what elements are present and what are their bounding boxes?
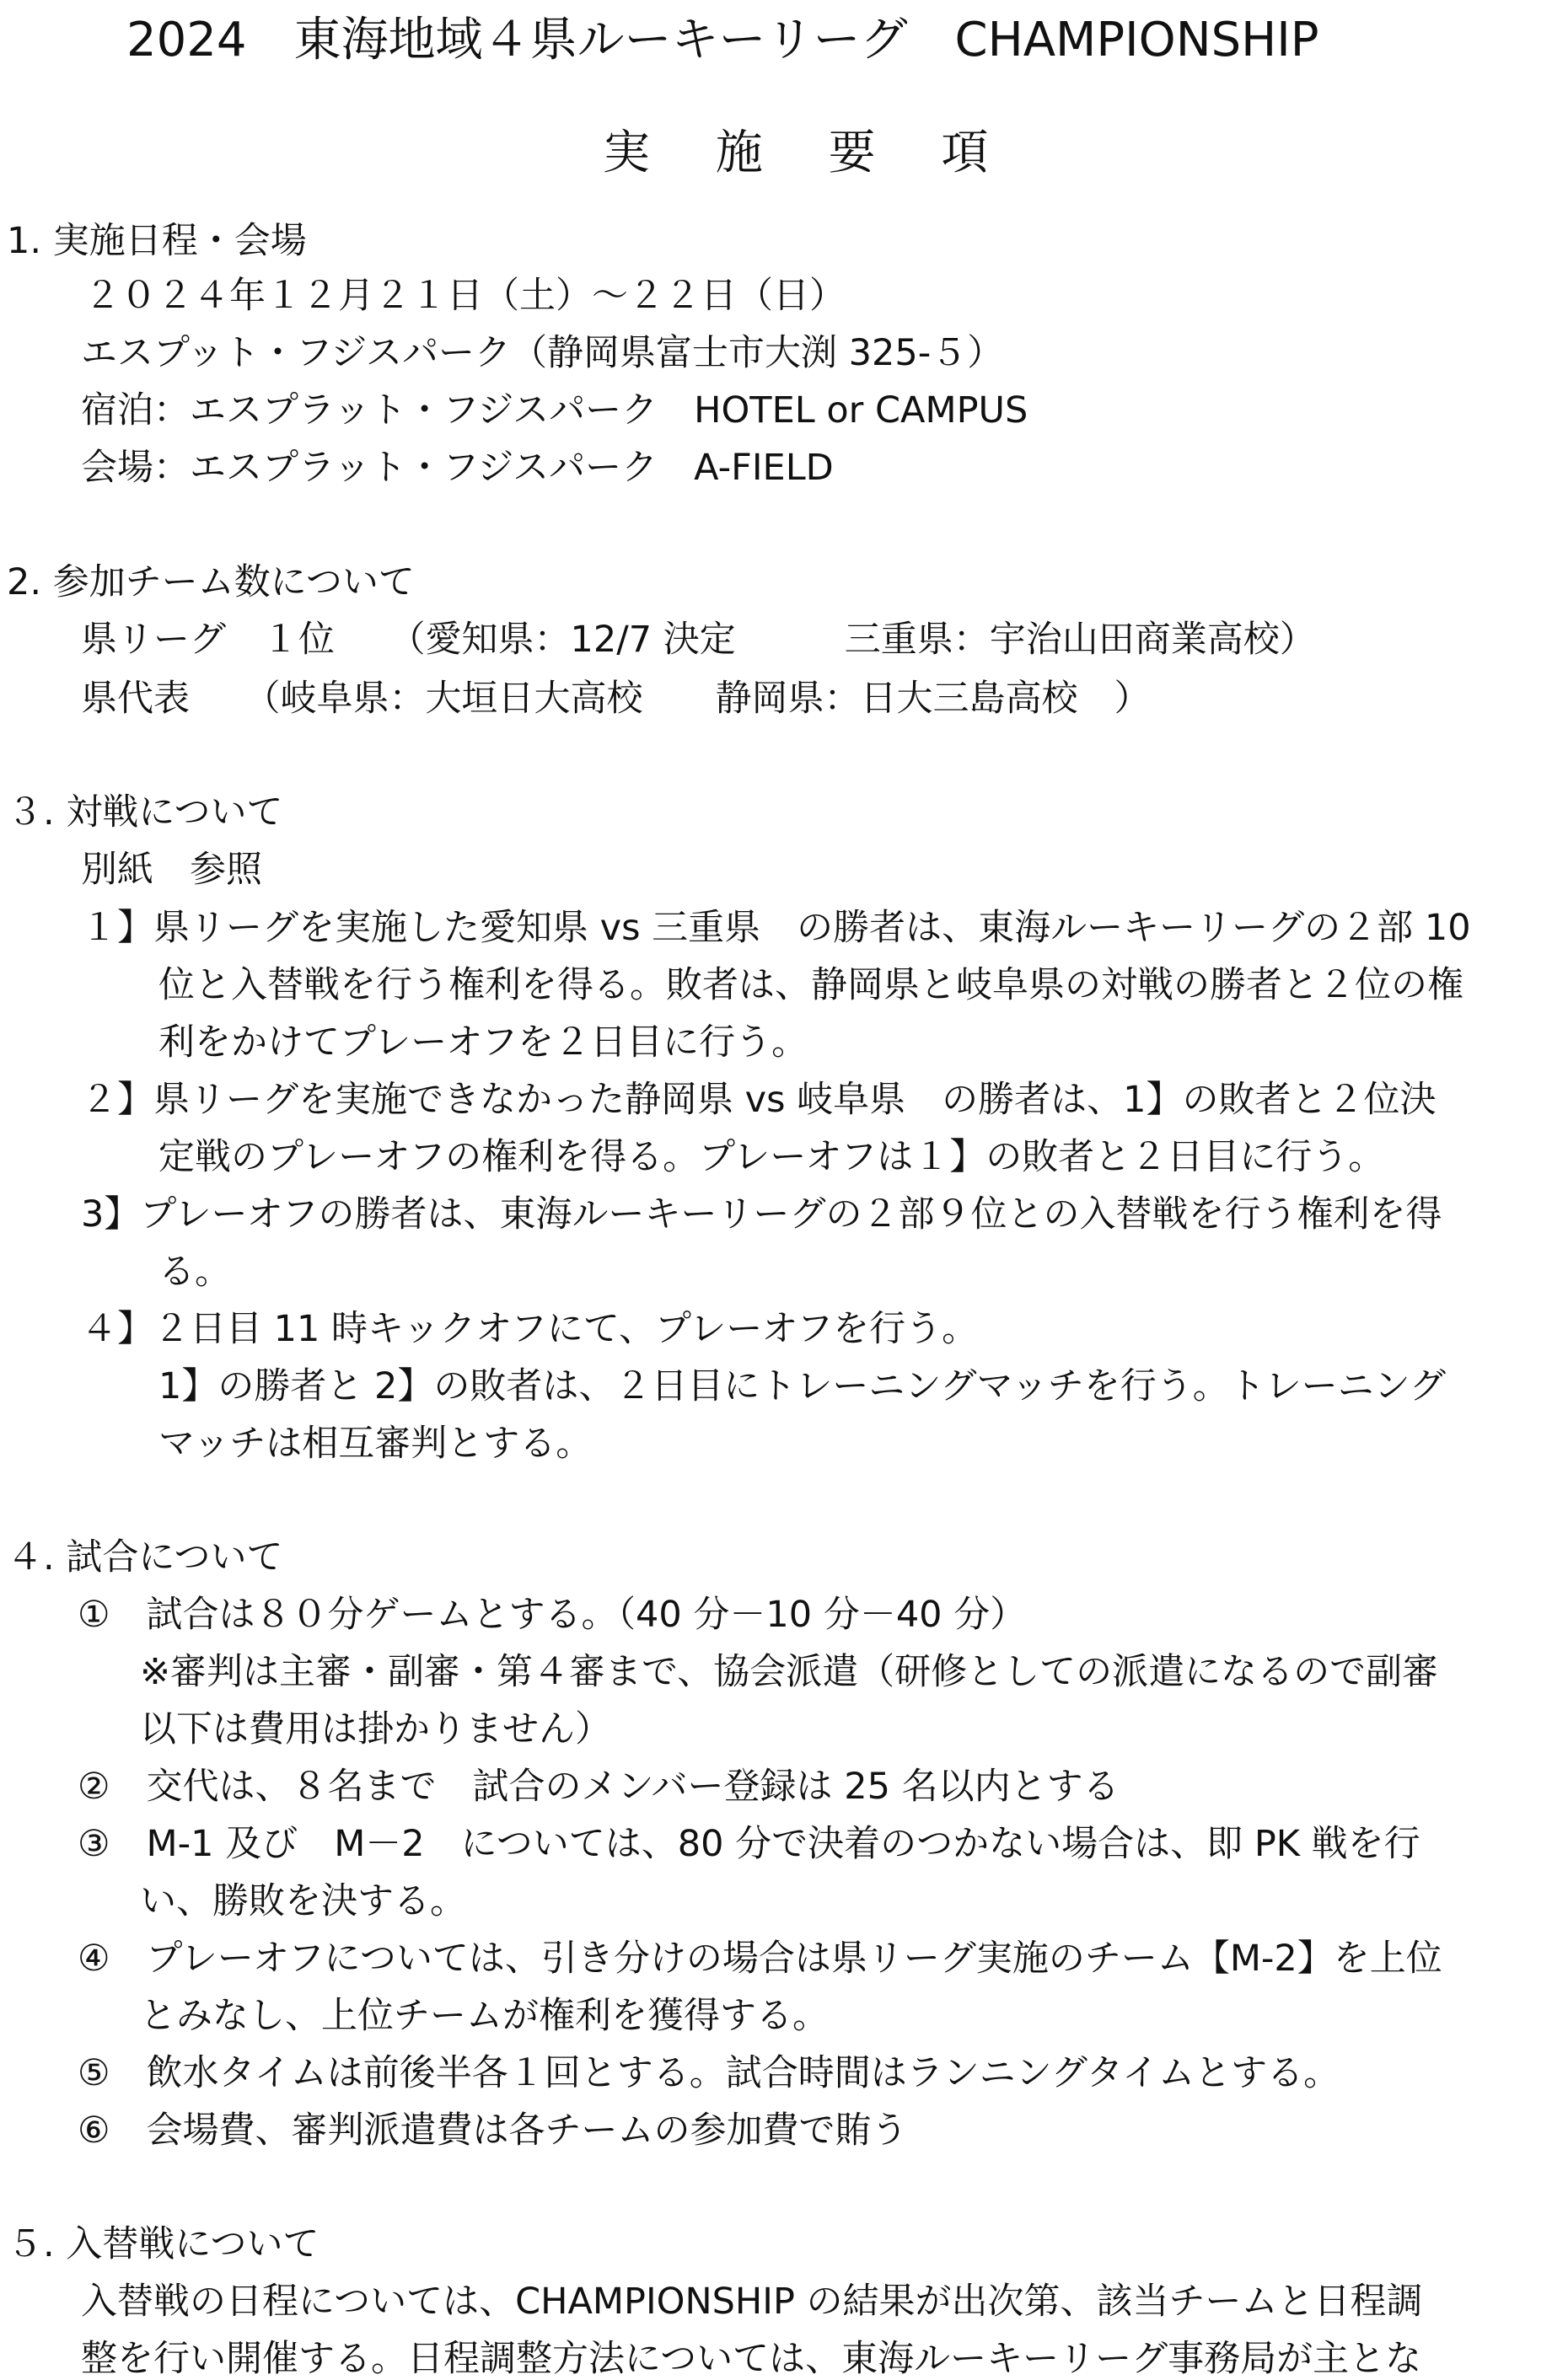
section-4-line: 以下は費用は掛かりません） [140,1708,611,1750]
section-4-line: ④ プレーオフについては、引き分けの場合は県リーグ実施のチーム【M-2】を上位 [78,1938,1442,1980]
section-2-line: 県リーグ １位 （愛知県：12/7 決定 三重県：宇治山田商業高校） [81,619,1316,661]
section-3-line: 利をかけてプレーオフを２日目に行う。 [158,1021,808,1064]
section-5-heading: ５. 入替戦について [7,2223,320,2265]
section-3-line: ２】県リーグを実施できなかった静岡県 vs 岐阜県 の勝者は、1】の敗者と２位決 [81,1079,1437,1121]
section-3-line: 3】プレーオフの勝者は、東海ルーキーリーグの２部９位との入替戦を行う権利を得 [81,1193,1442,1236]
section-1-line: エスプット・フジスパーク（静岡県富士市大渕 325-５） [81,332,1004,374]
section-1-line: 宿泊：エスプラット・フジスパーク HOTEL or CAMPUS [81,389,1028,432]
document-subtitle: 実 施 要 項 [603,126,1014,180]
section-5-line: 整を行い開催する。日程調整方法については、東海ルーキーリーグ事務局が主とな [81,2338,1422,2380]
document-title: 2024 東海地域４県ルーキーリーグ CHAMPIONSHIP [126,13,1319,67]
section-1-heading: 1. 実施日程・会場 [7,220,307,262]
section-4-line: ① 試合は８０分ゲームとする。（40 分－10 分－40 分） [78,1594,1027,1636]
section-3-line: ４】２日目 11 時キックオフにて、プレーオフを行う。 [81,1308,979,1350]
section-3-line: 別紙 参照 [81,849,262,891]
section-3-heading: ３. 対戦について [7,791,283,834]
section-4-line: ⑤ 飲水タイムは前後半各１回とする。試合時間はランニングタイムとする。 [78,2052,1340,2094]
section-3-line: 位と入替戦を行う権利を得る。敗者は、静岡県と岐阜県の対戦の勝者と２位の権 [158,964,1463,1006]
section-4-line: い、勝敗を決する。 [140,1880,466,1922]
section-3-line: １】県リーグを実施した愛知県 vs 三重県 の勝者は、東海ルーキーリーグの２部 10 [81,907,1471,949]
section-4-line: ② 交代は、８名まで 試合のメンバー登録は 25 名以内とする [78,1766,1120,1808]
section-1-line: 会場：エスプラット・フジスパーク A-FIELD [81,447,834,489]
section-3-line: 1】の勝者と 2】の敗者は、２日目にトレーニングマッチを行う。トレーニング [158,1365,1446,1407]
section-5-line: 入替戦の日程については、CHAMPIONSHIP の結果が出次第、該当チームと日程調 [81,2281,1423,2323]
section-1-line: ２０２４年１２月２１日（土）～２２日（日） [84,275,846,317]
section-3-line: マッチは相互審判とする。 [158,1423,593,1465]
section-3-line: 定戦のプレーオフの権利を得る。プレーオフは１】の敗者と２日目に行う。 [158,1136,1385,1178]
section-4-line: とみなし、上位チームが権利を獲得する。 [140,1995,829,2037]
section-3-line: る。 [158,1251,231,1293]
section-4-heading: ４. 試合について [7,1536,283,1579]
section-2-heading: 2. 参加チーム数について [7,561,415,603]
section-4-line: ※審判は主審・副審・第４審まで、協会派遣（研修としての派遣になるので副審 [140,1651,1439,1693]
section-2-line: 県代表 （岐阜県：大垣日大高校 静岡県：日大三島高校 ） [81,678,1151,720]
section-4-line: ⑥ 会場費、審判派遣費は各チームの参加費で賄う [78,2109,908,2152]
section-4-line: ③ M-1 及び M－2 については、80 分で決着のつかない場合は、即 PK 戦を行 [78,1823,1420,1865]
